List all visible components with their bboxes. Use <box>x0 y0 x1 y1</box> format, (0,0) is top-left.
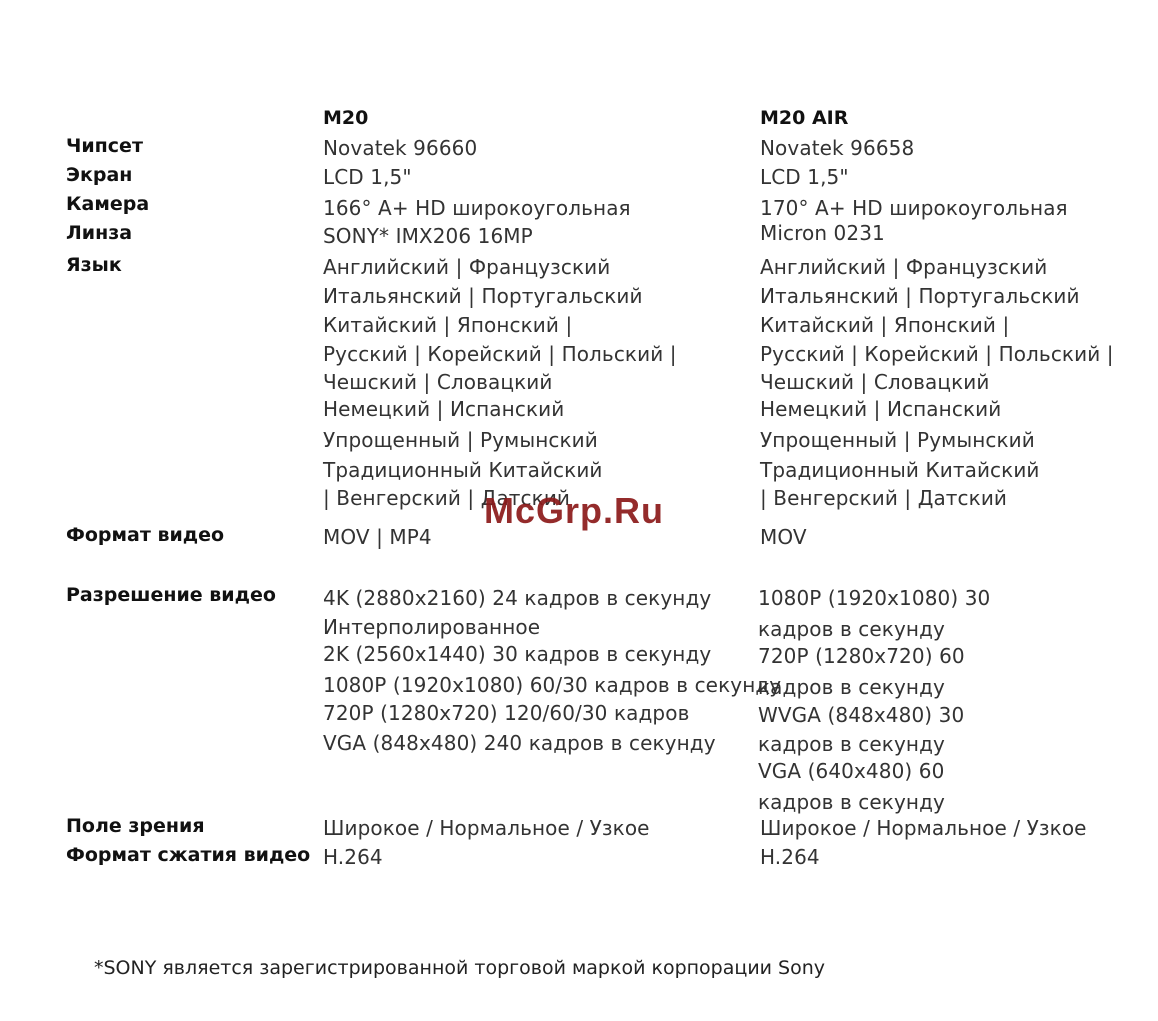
m20air-resolution-line: 720P (1280x720) 60 <box>758 644 965 668</box>
m20air-resolution-line: WVGA (848x480) 30 <box>758 703 965 727</box>
m20-resolution-line: VGA (848x480) 240 кадров в секунду <box>323 731 716 755</box>
m20-language-line: Китайский | Японский | <box>323 313 573 337</box>
m20-language-line: Итальянский | Португальский <box>323 284 643 308</box>
label-camera: Камера <box>66 193 150 215</box>
m20-lens: SONY* IMX206 16MP <box>323 224 533 248</box>
label-screen: Экран <box>66 164 133 186</box>
m20-language-line: Чешский | Словацкий <box>323 370 553 394</box>
m20air-resolution-line: кадров в секунду <box>758 675 945 699</box>
m20-language-line: Упрощенный | Румынский <box>323 428 598 452</box>
m20-resolution-line: 1080P (1920x1080) 60/30 кадров в секунду <box>323 673 782 697</box>
m20-language-line: Традиционный Китайский <box>323 458 603 482</box>
label-lens: Линза <box>66 222 133 244</box>
m20-chipset: Novatek 96660 <box>323 136 478 160</box>
m20air-language-line: Китайский | Японский | <box>760 313 1010 337</box>
m20air-resolution-line: VGA (640x480) 60 <box>758 759 945 783</box>
label-compression: Формат сжатия видео <box>66 844 311 866</box>
m20-language-line: Немецкий | Испанский <box>323 397 565 421</box>
m20air-screen: LCD 1,5" <box>760 165 849 189</box>
m20-resolution-line: 4K (2880x2160) 24 кадров в секунду <box>323 586 712 610</box>
label-field-of-view: Поле зрения <box>66 815 205 837</box>
label-video-format: Формат видео <box>66 524 225 546</box>
m20air-language-line: | Венгерский | Датский <box>760 486 1008 510</box>
label-language: Язык <box>66 254 122 276</box>
m20air-resolution-line: кадров в секунду <box>758 732 945 756</box>
m20-resolution-line: Интерполированное <box>323 615 541 639</box>
m20air-camera: 170° A+ HD широкоугольная <box>760 196 1068 220</box>
label-chipset: Чипсет <box>66 135 143 157</box>
m20air-resolution-line: кадров в секунду <box>758 790 945 814</box>
m20-language-line: Русский | Корейский | Польский | <box>323 342 677 366</box>
model-header-m20-air: M20 AIR <box>760 107 849 129</box>
m20-language-line: Английский | Французский <box>323 255 611 279</box>
m20air-compression: H.264 <box>760 845 820 869</box>
m20air-language-line: Русский | Корейский | Польский | <box>760 342 1114 366</box>
m20-language-line: | Венгерский | Датский <box>323 486 571 510</box>
m20-resolution-line: 2K (2560x1440) 30 кадров в секунду <box>323 642 712 666</box>
m20air-video-format: MOV <box>760 525 807 549</box>
footnote: *SONY является зарегистрированной торговой маркой корпорации Sony <box>94 957 826 979</box>
m20-camera: 166° A+ HD широкоугольная <box>323 196 631 220</box>
m20air-language-line: Упрощенный | Румынский <box>760 428 1035 452</box>
m20air-chipset: Novatek 96658 <box>760 136 915 160</box>
m20air-resolution-line: кадров в секунду <box>758 617 945 641</box>
m20-video-format: MOV | MP4 <box>323 525 432 549</box>
m20air-language-line: Английский | Французский <box>760 255 1048 279</box>
m20-field-of-view: Широкое / Нормальное / Узкое <box>323 816 650 840</box>
m20air-language-line: Немецкий | Испанский <box>760 397 1002 421</box>
m20air-resolution-line: 1080P (1920x1080) 30 <box>758 586 991 610</box>
label-video-resolution: Разрешение видео <box>66 584 276 606</box>
watermark: McGrp.Ru <box>484 490 665 531</box>
m20-resolution-line: 720P (1280x720) 120/60/30 кадров <box>323 701 690 725</box>
m20-screen: LCD 1,5" <box>323 165 412 189</box>
m20air-language-line: Чешский | Словацкий <box>760 370 990 394</box>
m20air-field-of-view: Широкое / Нормальное / Узкое <box>760 816 1087 840</box>
model-header-m20: M20 <box>323 107 369 129</box>
m20air-language-line: Итальянский | Португальский <box>760 284 1080 308</box>
m20air-lens: Micron 0231 <box>760 221 885 245</box>
m20-compression: H.264 <box>323 845 383 869</box>
m20air-language-line: Традиционный Китайский <box>760 458 1040 482</box>
